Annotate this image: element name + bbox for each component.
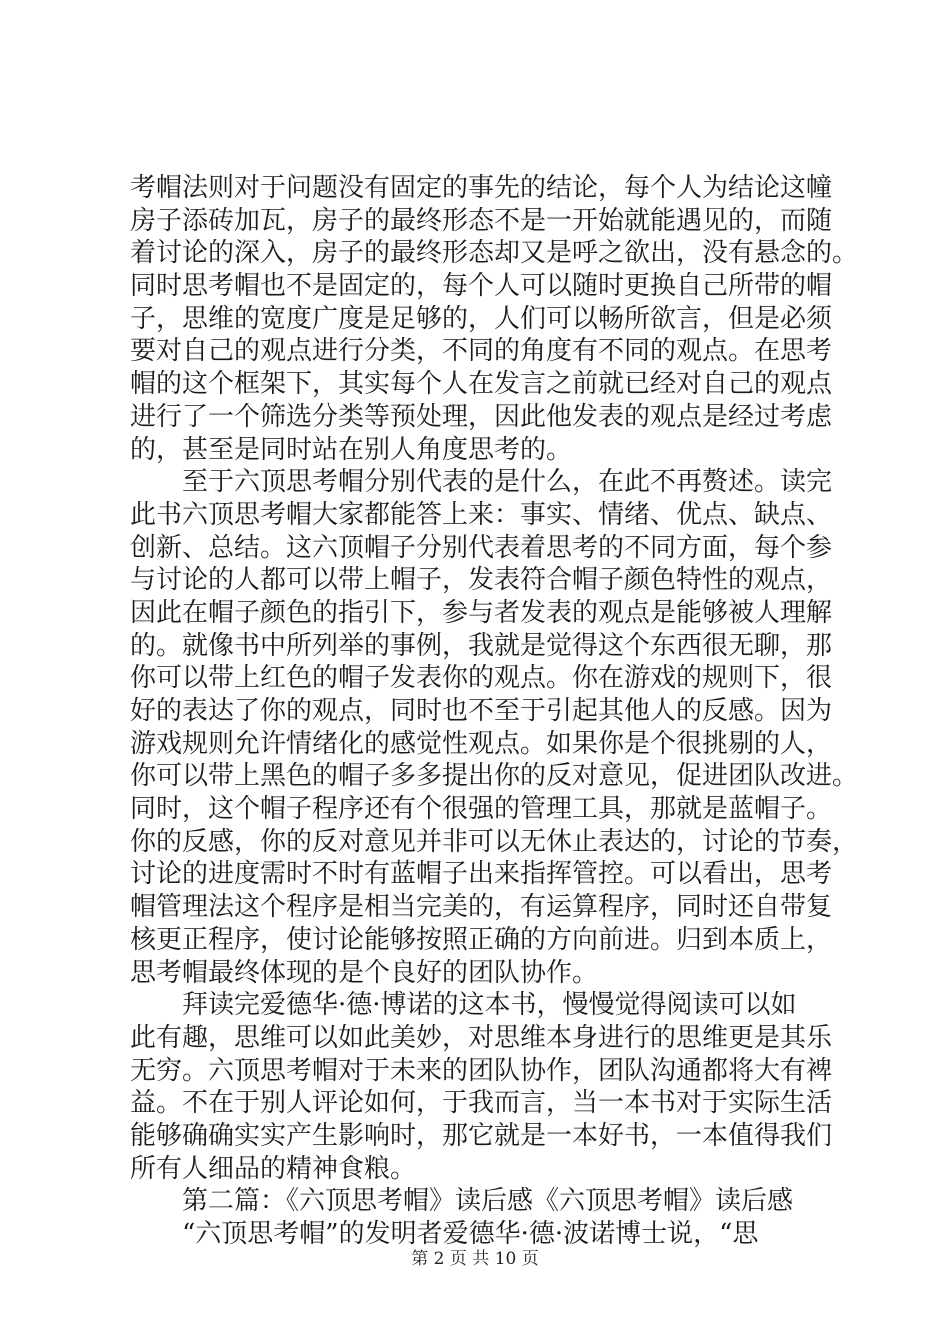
text-line: 因此在帽子颜色的指引下，参与者发表的观点是能够被人理解 (130, 597, 833, 628)
text-line: 此书六顶思考帽大家都能答上来：事实、情绪、优点、缺点、 (130, 499, 833, 530)
text-line: 创新、总结。这六顶帽子分别代表着思考的不同方面，每个参 (130, 532, 833, 563)
text-line: 子，思维的宽度广度是足够的，人们可以畅所欲言，但是必须 (130, 303, 833, 334)
text-line: 游戏规则允许情绪化的感觉性观点。如果你是个很挑剔的人， (130, 728, 833, 759)
text-line: 所有人细品的精神食粮。 (130, 1153, 417, 1184)
text-line: 考帽法则对于问题没有固定的事先的结论，每个人为结论这幢 (130, 173, 833, 203)
text-line: 帽管理法这个程序是相当完美的，有运算程序，同时还自带复 (130, 892, 833, 923)
paragraph-start-line: 至于六顶思考帽分别代表的是什么，在此不再赘述。读完 (182, 467, 833, 498)
text-line: 同时，这个帽子程序还有个很强的管理工具，那就是蓝帽子。 (130, 794, 833, 825)
text-line: 着讨论的深入，房子的最终形态却又是呼之欲出，没有悬念的。 (130, 238, 859, 269)
body-text (130, 172, 859, 1251)
text-line: 你可以带上红色的帽子发表你的观点。你在游戏的规则下，很 (130, 663, 833, 694)
text-line: 要对自己的观点进行分类，不同的角度有不同的观点。在思考 (130, 336, 833, 367)
text-line: 你的反感，你的反对意见并非可以无休止表达的，讨论的节奏， (130, 826, 859, 857)
text-line: 的，甚至是同时站在别人角度思考的。 (130, 434, 573, 465)
text-line: 无穷。六顶思考帽对于未来的团队协作，团队沟通都将大有裨 (130, 1055, 833, 1086)
text-line: 益。不在于别人评论如何，于我而言，当一本书对于实际生活 (130, 1088, 833, 1119)
text-line: 核更正程序，使讨论能够按照正确的方向前进。归到本质上， (130, 924, 833, 955)
section-heading: 第二篇：《六顶思考帽》读后感《六顶思考帽》读后感 (182, 1186, 794, 1217)
text-line: 能够确确实实产生影响时，那它就是一本好书，一本值得我们 (130, 1120, 833, 1151)
text-line: 思考帽最终体现的是个良好的团队协作。 (130, 957, 599, 988)
text-line: 好的表达了你的观点，同时也不至于引起其他人的反感。因为 (130, 696, 833, 726)
text-line: 帽的这个框架下，其实每个人在发言之前就已经对自己的观点 (130, 369, 833, 400)
text-line: 的。就像书中所列举的事例，我就是觉得这个东西很无聊，那 (130, 630, 833, 661)
text-line: 与讨论的人都可以带上帽子，发表符合帽子颜色特性的观点， (130, 565, 833, 596)
paragraph-start-line: “六顶思考帽”的发明者爱德华·德·波诺博士说，“思 (182, 1219, 759, 1249)
text-line: 同时思考帽也不是固定的，每个人可以随时更换自己所带的帽 (130, 271, 833, 302)
text-line: 你可以带上黑色的帽子多多提出你的反对意见，促进团队改进。 (130, 761, 859, 792)
paragraph-start-line: 拜读完爱德华·德·博诺的这本书，慢慢觉得阅读可以如 (182, 990, 797, 1021)
text-line: 讨论的进度需时不时有蓝帽子出来指挥管控。可以看出，思考 (130, 859, 833, 890)
text-line: 此有趣，思维可以如此美妙，对思维本身进行的思维更是其乐 (130, 1022, 833, 1053)
page-number-footer: 第 2 页 共 10 页 (411, 1249, 539, 1269)
text-line: 进行了一个筛选分类等预处理，因此他发表的观点是经过考虑 (130, 401, 833, 432)
text-line: 房子添砖加瓦，房子的最终形态不是一开始就能遇见的，而随 (130, 205, 833, 236)
